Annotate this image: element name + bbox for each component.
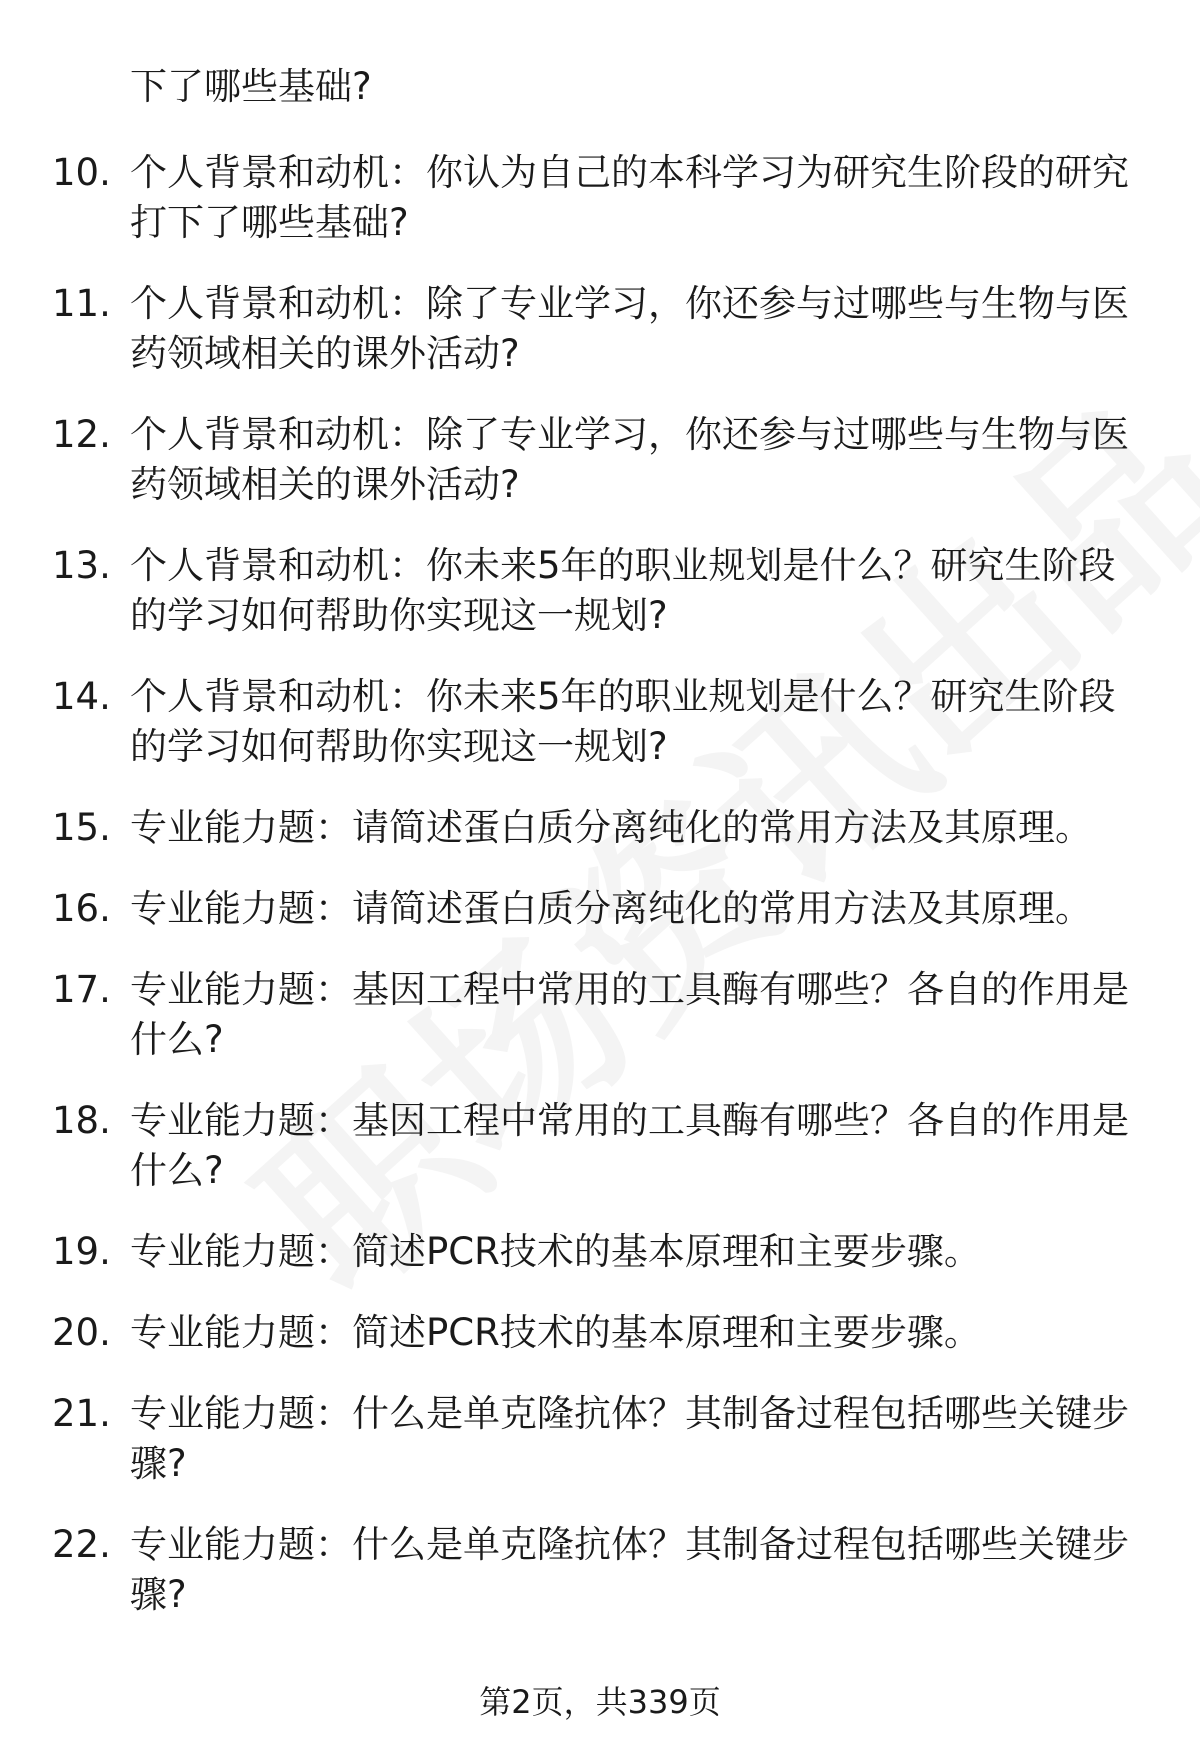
question-number: 22.	[52, 1523, 111, 1566]
question-number: 12.	[52, 413, 111, 456]
question-text: 专业能力题：请简述蛋白质分离纯化的常用方法及其原理。	[130, 806, 1092, 849]
question-item	[0, 1308, 1200, 1358]
question-item	[0, 279, 1200, 379]
question-text: 个人背景和动机：除了专业学习，你还参与过哪些与生物与医药领域相关的课外活动?	[130, 282, 1129, 375]
continuation-text: 下了哪些基础?	[130, 65, 372, 108]
question-number: 15.	[52, 806, 111, 849]
question-text: 个人背景和动机：你未来5年的职业规划是什么？研究生阶段的学习如何帮助你实现这一规划?	[130, 675, 1116, 768]
question-number: 11.	[52, 282, 111, 325]
question-number: 13.	[52, 544, 111, 587]
question-number: 10.	[52, 151, 111, 194]
question-number: 20.	[52, 1311, 111, 1354]
page-footer: 第2页，共339页	[479, 1683, 721, 1721]
question-list	[0, 148, 1200, 1651]
question-item	[0, 965, 1200, 1065]
question-text: 专业能力题：什么是单克隆抗体？其制备过程包括哪些关键步骤?	[130, 1523, 1129, 1616]
question-number: 19.	[52, 1230, 111, 1273]
question-text: 专业能力题：请简述蛋白质分离纯化的常用方法及其原理。	[130, 887, 1092, 930]
question-item	[0, 672, 1200, 772]
question-number: 16.	[52, 887, 111, 930]
question-item	[0, 148, 1200, 248]
question-text: 个人背景和动机：你未来5年的职业规划是什么？研究生阶段的学习如何帮助你实现这一规划?	[130, 544, 1116, 637]
question-item	[0, 884, 1200, 934]
question-text: 专业能力题：基因工程中常用的工具酶有哪些？各自的作用是什么?	[130, 1099, 1129, 1192]
question-item	[0, 803, 1200, 853]
question-item	[0, 410, 1200, 510]
question-number: 18.	[52, 1099, 111, 1142]
question-item	[0, 541, 1200, 641]
question-text: 专业能力题：简述PCR技术的基本原理和主要步骤。	[130, 1230, 981, 1273]
question-number: 17.	[52, 968, 111, 1011]
question-number: 21.	[52, 1392, 111, 1435]
question-item	[0, 1096, 1200, 1196]
question-number: 14.	[52, 675, 111, 718]
question-text: 个人背景和动机：你认为自己的本科学习为研究生阶段的研究打下了哪些基础?	[130, 151, 1129, 244]
question-item	[0, 1389, 1200, 1489]
question-item	[0, 1227, 1200, 1277]
question-item	[0, 1520, 1200, 1620]
question-text: 专业能力题：什么是单克隆抗体？其制备过程包括哪些关键步骤?	[130, 1392, 1129, 1485]
question-text: 专业能力题：基因工程中常用的工具酶有哪些？各自的作用是什么?	[130, 968, 1129, 1061]
question-text: 个人背景和动机：除了专业学习，你还参与过哪些与生物与医药领域相关的课外活动?	[130, 413, 1129, 506]
question-text: 专业能力题：简述PCR技术的基本原理和主要步骤。	[130, 1311, 981, 1354]
